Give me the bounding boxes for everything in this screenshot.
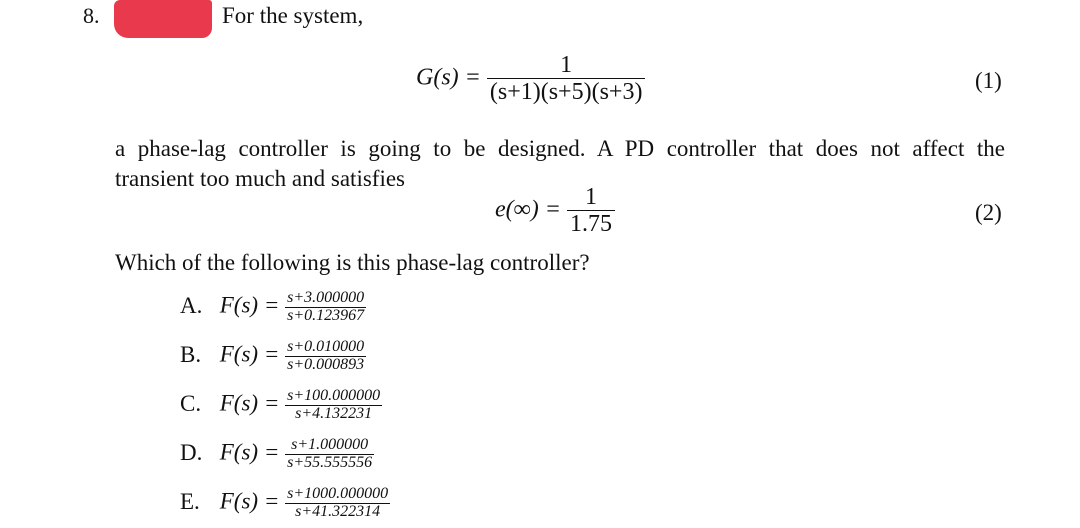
option-denominator: s+0.000893 bbox=[287, 355, 365, 373]
option-denominator: s+55.555556 bbox=[287, 453, 373, 471]
equation-1-fraction bbox=[487, 52, 646, 106]
option-letter: E. bbox=[180, 488, 200, 514]
option-fraction bbox=[285, 339, 366, 374]
equation-2-label: (2) bbox=[975, 200, 1002, 225]
option-lhs: F(s) = bbox=[219, 390, 280, 416]
option-lhs: F(s) = bbox=[219, 292, 280, 318]
option-numerator: s+0.010000 bbox=[287, 338, 365, 355]
option-e[interactable] bbox=[180, 486, 390, 521]
equation-1-lhs: G(s) = bbox=[416, 64, 481, 91]
equation-1-numerator: 1 bbox=[487, 52, 646, 79]
option-fraction bbox=[285, 437, 374, 472]
paragraph-line-2: transient too much and satisfies bbox=[115, 166, 405, 191]
equation-2-fraction bbox=[567, 184, 615, 238]
option-a[interactable] bbox=[180, 290, 366, 325]
option-lhs: F(s) = bbox=[219, 488, 280, 514]
option-fraction bbox=[285, 290, 366, 325]
paragraph-line-1: a phase-lag controller is going to be designed. A PD controller that does not affect the bbox=[115, 136, 1005, 161]
option-numerator: s+1.000000 bbox=[285, 437, 374, 455]
option-fraction bbox=[285, 388, 382, 423]
option-numerator: s+3.000000 bbox=[287, 289, 365, 306]
option-lhs: F(s) = bbox=[219, 439, 280, 465]
equation-1-denominator: (s+1)(s+5)(s+3) bbox=[489, 79, 643, 106]
option-denominator: s+4.132231 bbox=[295, 404, 373, 422]
option-fraction bbox=[285, 486, 390, 521]
equation-2-numerator: 1 bbox=[567, 184, 615, 211]
option-d[interactable] bbox=[180, 437, 374, 472]
option-denominator: s+0.123967 bbox=[287, 306, 365, 324]
option-numerator: s+100.000000 bbox=[287, 387, 381, 404]
equation-2-denominator: 1.75 bbox=[569, 211, 612, 238]
option-lhs: F(s) = bbox=[219, 341, 280, 367]
option-letter: D. bbox=[180, 439, 203, 465]
equation-2 bbox=[495, 184, 615, 238]
option-letter: C. bbox=[180, 390, 202, 416]
option-denominator: s+41.322314 bbox=[295, 502, 381, 520]
option-letter: A. bbox=[180, 292, 203, 318]
redaction-mark bbox=[114, 0, 212, 38]
option-b[interactable] bbox=[180, 339, 366, 374]
equation-2-lhs: e(∞) = bbox=[495, 196, 561, 223]
question-prompt: Which of the following is this phase-lag controller? bbox=[115, 250, 590, 275]
equation-1 bbox=[416, 52, 645, 106]
option-numerator: s+1000.000000 bbox=[287, 485, 389, 502]
equation-1-label: (1) bbox=[975, 68, 1002, 93]
option-letter: B. bbox=[180, 341, 202, 367]
question-intro: For the system, bbox=[222, 3, 364, 28]
option-c[interactable] bbox=[180, 388, 382, 423]
question-number: 8. bbox=[83, 3, 100, 28]
